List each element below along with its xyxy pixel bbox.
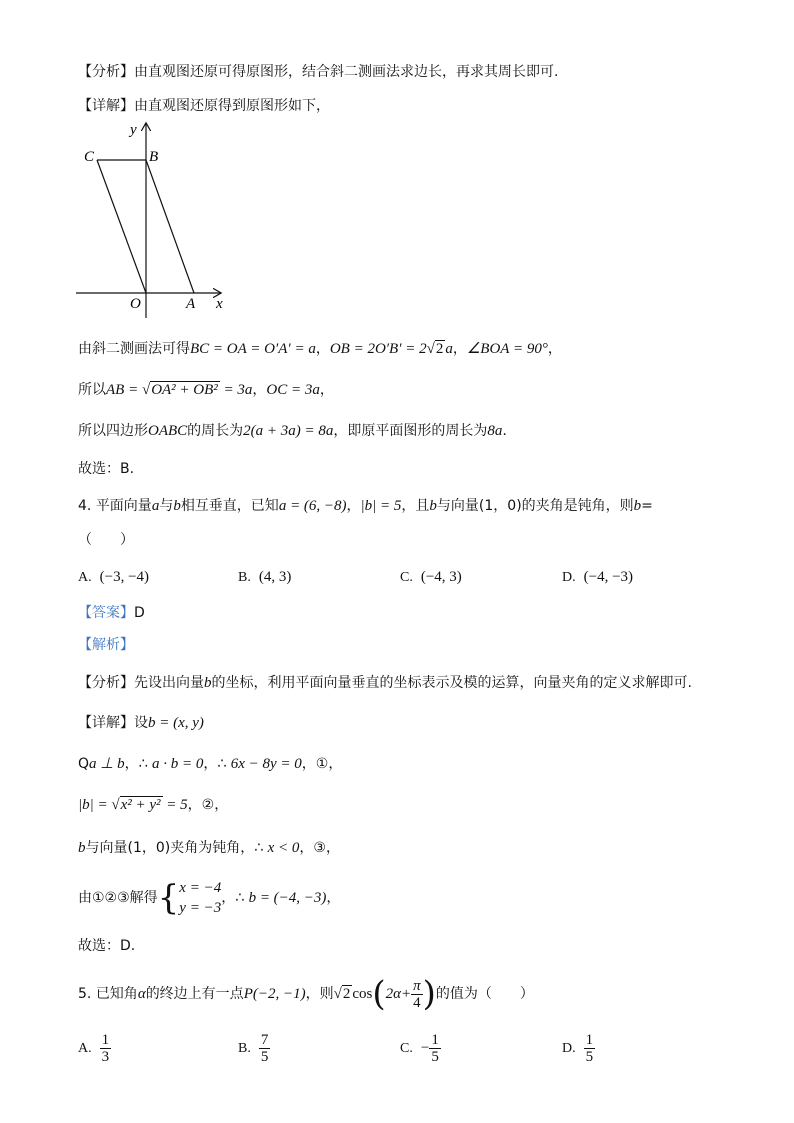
oblique-line: 由斜二测画法可得BC = OA = O′A′ = a，OB = 2O′B′ = 2√2 a，∠BOA = 90°， xyxy=(78,341,562,357)
eq-abs-b: |b| = 5 xyxy=(360,498,402,514)
ab-line: 所以AB = √OA² + OB² = 3a，OC = 3a， xyxy=(78,382,334,398)
option-label: B. xyxy=(238,1041,251,1056)
option-value: (−4, −3) xyxy=(583,569,634,585)
q4-text-1: 平面向量 xyxy=(95,498,152,514)
q4-paren: （ ） xyxy=(78,532,134,548)
step4-text-3: ， xyxy=(326,890,341,906)
q5-text-1: 已知角 xyxy=(95,986,138,1002)
q4-option-b[interactable] xyxy=(238,567,291,588)
vec-b: b xyxy=(173,498,181,514)
answer-line xyxy=(78,603,145,623)
text-3: ，即原平面图形的周长为 xyxy=(333,423,488,439)
point-c-label: C xyxy=(84,149,95,165)
text-sep: ， xyxy=(252,382,267,398)
choose-line-2: 故选：D. xyxy=(78,938,136,954)
x-axis-label: x xyxy=(216,296,223,312)
eq-b-result: b = (−4, −3) xyxy=(248,890,327,906)
sqrt-2: 2 xyxy=(342,986,351,1002)
denominator: 5 xyxy=(260,1048,269,1065)
sys-eq-1: x = −4 xyxy=(179,880,222,896)
equation-system xyxy=(179,878,221,918)
option-label: C. xyxy=(400,570,413,585)
option-label: A. xyxy=(78,1041,92,1056)
vec-b: b xyxy=(204,675,212,691)
sys-eq-2: y = −3 xyxy=(179,900,222,916)
alpha: α xyxy=(137,986,146,1002)
q5-text-4: 的值为（ ） xyxy=(435,986,534,1002)
y-axis-label: y xyxy=(130,122,137,138)
point-p: P(−2, −1) xyxy=(243,986,306,1002)
analysis-text: 由直观图还原可得原图形，结合斜二测画法求边长，再求其周长即可. xyxy=(134,64,559,80)
choose-line-1: 故选：B. xyxy=(78,461,135,477)
detail-line-1 xyxy=(78,96,330,116)
option-value: (4, 3) xyxy=(258,569,292,585)
text-1: 所以 xyxy=(78,382,106,398)
vec-b: b xyxy=(78,840,86,856)
numerator: 1 xyxy=(101,1031,110,1048)
vec-b-2: b xyxy=(429,498,437,514)
step1-text-2: ，∴ xyxy=(203,756,231,772)
q5-option-d[interactable] xyxy=(562,1028,595,1069)
four: 4 xyxy=(413,994,421,1011)
eq-ab: AB = xyxy=(106,382,142,398)
numerator: 1 xyxy=(431,1031,439,1048)
analysis-line-1 xyxy=(78,62,558,82)
eq-perimeter: 2(a + 3a) = 8a xyxy=(243,423,334,439)
eq-linear: 6x − 8y = 0 xyxy=(230,756,302,772)
q4-text-6: 与向量(1，0)的夹角是钝角，则 xyxy=(436,498,634,514)
eq-a: a = (6, −8) xyxy=(278,498,347,514)
q4-text-3: 相互垂直，已知 xyxy=(180,498,279,514)
denominator: 5 xyxy=(585,1048,594,1065)
eq-ob-root: 2 xyxy=(435,341,444,357)
option-fraction xyxy=(584,1032,596,1065)
denominator: 5 xyxy=(431,1048,439,1065)
analysis-text-1: 先设出向量 xyxy=(134,675,204,691)
denominator: 3 xyxy=(101,1048,110,1065)
q5-option-a[interactable] xyxy=(78,1028,111,1069)
eq-radicand: x² + y² xyxy=(120,797,161,813)
step1-text-3: ，①， xyxy=(301,756,343,772)
step-2: |b| = √x² + y² = 5，②， xyxy=(78,797,229,813)
q4-option-d[interactable] xyxy=(562,567,633,588)
point-o-label: O xyxy=(130,296,141,312)
pi-over-4 xyxy=(411,978,423,1011)
q5-text-2: 的终边上有一点 xyxy=(145,986,244,1002)
text-end: ， xyxy=(319,382,334,398)
answer-value: D xyxy=(134,605,145,621)
q4-option-a[interactable] xyxy=(78,567,149,588)
option-label: C. xyxy=(400,1041,413,1056)
detail-text: 由直观图还原得到原图形如下， xyxy=(134,98,330,114)
step2-text: ，②， xyxy=(187,797,229,813)
eq-perp: a ⊥ b xyxy=(89,756,125,772)
analysis-line-2 xyxy=(78,673,692,693)
detail-line-2 xyxy=(78,713,204,733)
numerator: 7 xyxy=(260,1031,269,1048)
step-3 xyxy=(78,838,340,858)
q5-option-b[interactable] xyxy=(238,1028,270,1069)
right-paren: ) xyxy=(422,974,436,1014)
eq-ab-result: = 3a xyxy=(219,382,253,398)
option-value: (−4, 3) xyxy=(420,569,462,585)
question-4 xyxy=(78,496,653,516)
eq-x-neg: x < 0 xyxy=(267,840,300,856)
text-sep: ， xyxy=(315,341,330,357)
brace-icon: { xyxy=(157,878,180,918)
step4-text-2: ，∴ xyxy=(221,890,249,906)
step1-text-1: ，∴ xyxy=(124,756,152,772)
q4-text-2: 与 xyxy=(159,498,174,514)
option-fraction xyxy=(259,1032,271,1065)
option-label: B. xyxy=(238,570,251,585)
jiexi-tag: 【解析】 xyxy=(78,637,134,653)
vec-b-3: b xyxy=(633,498,642,514)
point-a-label: A xyxy=(186,296,196,312)
analysis-tag: 【分析】 xyxy=(78,675,134,691)
edge-co xyxy=(97,160,146,293)
numerator: 1 xyxy=(585,1031,594,1048)
answer-tag: 【答案】 xyxy=(78,605,134,621)
step-1 xyxy=(78,754,342,774)
edge-ba xyxy=(146,160,194,293)
step3-text-2: ，③， xyxy=(299,840,340,856)
cos: cos xyxy=(352,986,373,1002)
option-fraction xyxy=(429,1032,441,1065)
eq-b-coords: b = (x, y) xyxy=(148,715,204,731)
step1-q: Q xyxy=(78,756,90,772)
quad-name: OABC xyxy=(148,423,188,439)
step3-text-1: 与向量(1，0)夹角为钝角，∴ xyxy=(85,840,268,856)
text-1: 所以四边形 xyxy=(78,423,148,439)
eq-result: = 5 xyxy=(162,797,188,813)
q5-option-c[interactable] xyxy=(400,1028,441,1069)
q4-option-c[interactable] xyxy=(400,567,462,588)
option-label: D. xyxy=(562,1041,576,1056)
eq-abs-b: |b| = xyxy=(78,797,112,813)
text-2: 的周长为 xyxy=(187,423,244,439)
eq-angle: ∠BOA = 90° xyxy=(466,341,548,357)
perimeter-line xyxy=(78,421,507,441)
step4-text-1: 由①②③解得 xyxy=(78,890,158,906)
point-b-label: B xyxy=(149,149,159,165)
detail-tag: 【详解】 xyxy=(78,98,134,114)
q4-text-5: ，且 xyxy=(401,498,430,514)
eq-dot: a · b = 0 xyxy=(151,756,204,772)
analysis-tag: 【分析】 xyxy=(78,64,134,80)
minus-sign: − xyxy=(420,1040,430,1056)
text-end: . xyxy=(502,423,507,439)
perimeter-value: 8a xyxy=(487,423,503,439)
analysis-text-2: 的坐标，利用平面向量垂直的坐标表示及模的运算，向量夹角的定义求解即可. xyxy=(211,675,692,691)
two-alpha: 2α+ xyxy=(385,986,412,1002)
eq-ob-a: a xyxy=(445,341,453,357)
eq-ab-radicand: OA² + OB² xyxy=(151,382,218,398)
q4-text-7: = xyxy=(641,498,653,514)
q4-number: 4. xyxy=(78,498,96,514)
option-value: (−3, −4) xyxy=(99,569,150,585)
parallelogram-figure xyxy=(70,118,240,328)
left-paren: ( xyxy=(372,974,386,1014)
q5-number: 5. xyxy=(78,986,96,1002)
eq-oc: OC = 3a xyxy=(266,382,320,398)
text-1: 由斜二测画法可得 xyxy=(78,341,190,357)
option-fraction xyxy=(100,1032,112,1065)
option-label: D. xyxy=(562,570,576,585)
eq-ob: OB = 2O′B′ = 2 xyxy=(329,341,427,357)
eq-bc: BC = OA = O′A′ = a xyxy=(190,341,316,357)
q5-text-3: ，则 xyxy=(305,986,334,1002)
text-sep2: ， xyxy=(452,341,467,357)
pi: π xyxy=(413,977,421,994)
text-end: ， xyxy=(547,341,562,357)
detail-text: 设 xyxy=(134,715,148,731)
detail-tag: 【详解】 xyxy=(78,715,134,731)
q4-text-4: ， xyxy=(346,498,361,514)
step-4 xyxy=(78,876,340,920)
question-5: 5. 已知角α的终边上有一点P(−2, −1)，则√2 cos(2α+ $\frac{\pi}{4}$ )的值为（ ） xyxy=(78,974,534,1014)
option-label: A. xyxy=(78,570,92,585)
vec-a: a xyxy=(151,498,160,514)
